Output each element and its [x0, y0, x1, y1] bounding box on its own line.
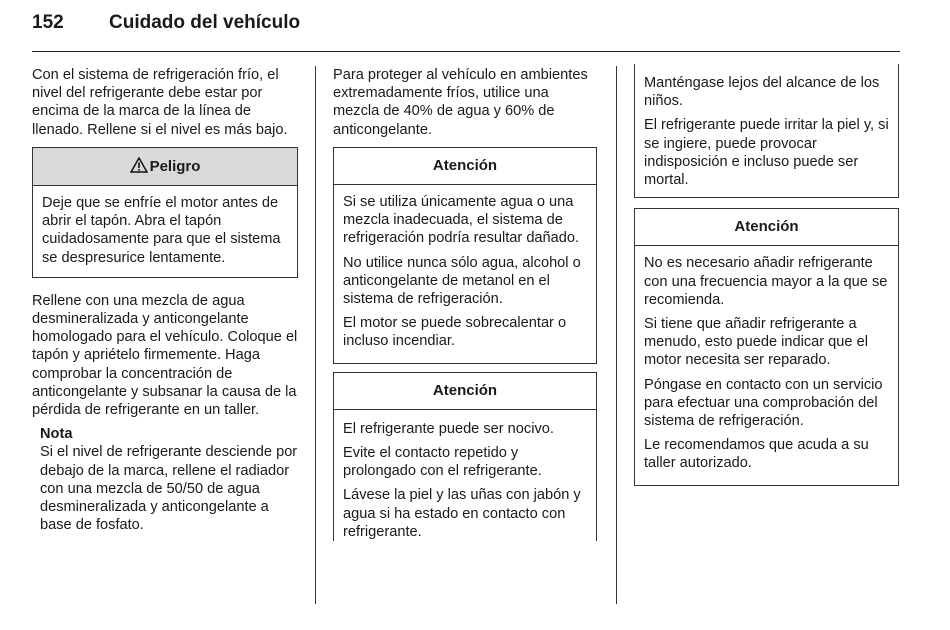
- danger-title-text: Peligro: [149, 157, 201, 175]
- warning-triangle-icon: [130, 157, 148, 173]
- note-title: Nota: [40, 426, 73, 443]
- paragraph: Para proteger al vehículo en ambientes extremadamente fríos, utilice una mezcla de 40% de agua y 60% de anticongelante.: [333, 67, 588, 138]
- attention-text: Póngase en contacto con un servicio para efectuar una comprobación del sistema de refrigeración.: [644, 376, 883, 430]
- column-divider: [315, 66, 316, 604]
- attention-text: Si tiene que añadir refrigerante a menudo, esto puede indicar que el motor necesita ser reparado.: [644, 316, 868, 369]
- attention-box-body: [635, 246, 898, 484]
- attention-box-title: Atención: [334, 148, 596, 185]
- attention-text: El refrigerante puede ser nocivo.: [343, 420, 554, 437]
- attention-box: [634, 208, 899, 485]
- danger-box-body: [33, 186, 297, 277]
- paragraph: Con el sistema de refrigeración frío, el nivel del refrigerante debe estar por encima de la marca de la línea de llenado. Rellene si el nivel es más bajo.: [32, 67, 288, 138]
- attention-text: El motor se puede sobrecalentar o incluso incendiar.: [343, 315, 567, 350]
- attention-text: No es necesario añadir refrigerante con una frecuencia mayor a la que se recomienda.: [644, 255, 888, 308]
- paragraph: Rellene con una mezcla de agua desmineralizada y anticongelante homologado para el vehículo. Coloque el tapón y apriételo firmemente. Haga comprobar la concentración de anticongelante y subsanar la causa de la pérdida de refrigerante en un taller.: [32, 292, 298, 419]
- continued-attention-box: [634, 64, 899, 198]
- attention-box-title: Atención: [635, 209, 898, 246]
- attention-text: Si se utiliza únicamente agua o una mezcla inadecuada, el sistema de refrigeración podría resultar dañado.: [343, 194, 580, 247]
- danger-box-title: [33, 148, 297, 186]
- column-3: [634, 64, 899, 496]
- attention-text: Manténgase lejos del alcance de los niños.: [644, 75, 880, 110]
- danger-text: Deje que se enfríe el motor antes de abrir el tapón. Abra el tapón cuidadosamente para que el sistema se despresurice lentamente.: [42, 195, 281, 266]
- page-number: 152: [32, 12, 64, 33]
- attention-text: No utilice nunca sólo agua, alcohol o anticongelante de metanol en el sistema de refrigeración.: [343, 254, 581, 308]
- attention-text: El refrigerante puede irritar la piel y, si se ingiere, puede provocar indisposición e incluso puede ser mortal.: [644, 117, 889, 189]
- section-title: Cuidado del vehículo: [109, 12, 301, 33]
- column-divider: [616, 66, 617, 604]
- danger-box: [32, 147, 298, 278]
- attention-box: [333, 372, 597, 410]
- attention-text: Evite el contacto repetido y prolongado con el refrigerante.: [343, 445, 542, 480]
- attention-box-body: [333, 410, 597, 541]
- column-1: [32, 66, 298, 534]
- column-2: [333, 66, 597, 559]
- attention-box-title: Atención: [334, 373, 596, 410]
- attention-text: Lávese la piel y las uñas con jabón y agua si ha estado en contacto con refrigerante.: [343, 487, 581, 540]
- note-text: Si el nivel de refrigerante desciende por debajo de la marca, rellene el radiador con una mezcla de 50/50 de agua desmineralizada y anticongelante a base de fosfato.: [40, 444, 298, 534]
- attention-text: Le recomendamos que acuda a su taller autorizado.: [644, 437, 869, 472]
- attention-box-body: [334, 185, 596, 363]
- attention-box: [333, 147, 597, 364]
- page-header: [32, 10, 900, 52]
- note-block: [40, 425, 298, 534]
